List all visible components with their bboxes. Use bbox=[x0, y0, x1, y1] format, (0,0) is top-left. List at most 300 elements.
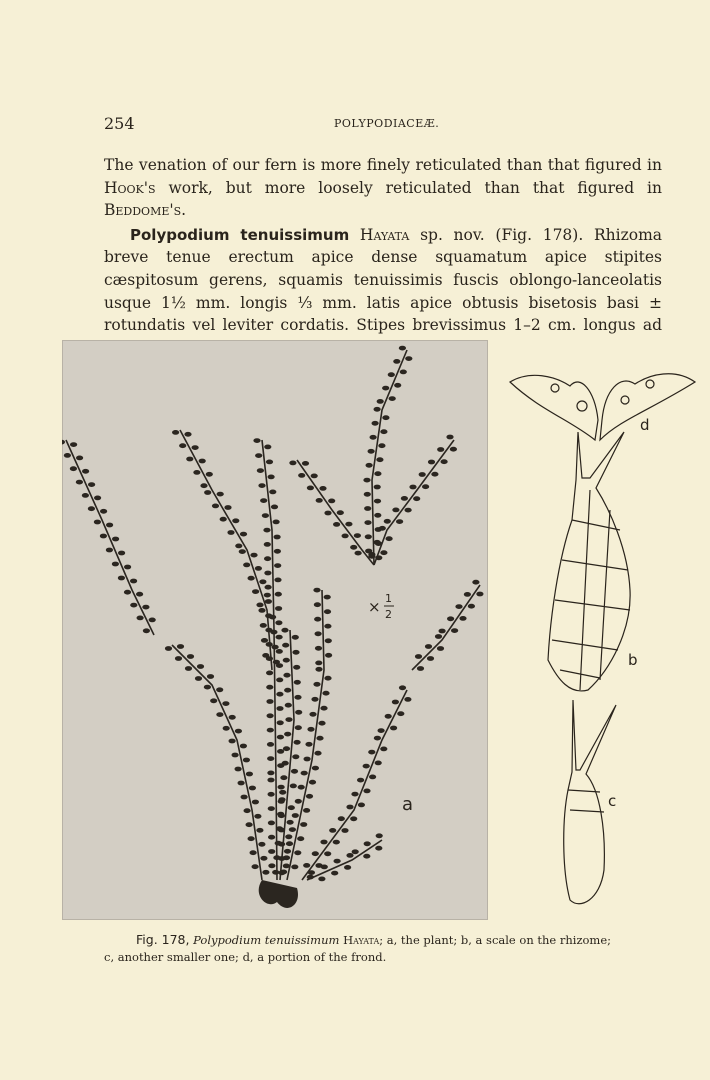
pinna bbox=[441, 459, 448, 464]
species-name: Polypodium tenuissimum bbox=[130, 225, 350, 244]
pinna bbox=[267, 742, 274, 747]
pinna bbox=[252, 800, 259, 805]
pinna bbox=[256, 603, 263, 608]
pinna bbox=[355, 551, 362, 556]
pinna bbox=[271, 505, 278, 510]
pinna bbox=[302, 461, 309, 466]
pinna bbox=[283, 658, 290, 663]
pinna bbox=[290, 784, 297, 789]
pinna bbox=[329, 828, 336, 833]
pinna bbox=[315, 667, 322, 672]
pinna bbox=[265, 585, 272, 590]
caption-species: Polypodium tenuissimum bbox=[193, 933, 340, 947]
pinna bbox=[386, 536, 393, 541]
pinna bbox=[197, 664, 204, 669]
pinna bbox=[315, 646, 322, 651]
pinna bbox=[94, 520, 101, 525]
pinna bbox=[390, 726, 397, 731]
pinna bbox=[337, 510, 344, 515]
pinna bbox=[409, 485, 416, 490]
pinna bbox=[227, 530, 234, 535]
rhizome-scale-large bbox=[548, 432, 630, 691]
pinna bbox=[277, 763, 284, 768]
pinna bbox=[372, 421, 379, 426]
pinna bbox=[253, 438, 260, 443]
pinna bbox=[345, 522, 352, 527]
pinna bbox=[235, 729, 242, 734]
pinna bbox=[292, 813, 299, 818]
pinna bbox=[301, 771, 308, 776]
pinna bbox=[248, 576, 255, 581]
pinna bbox=[468, 604, 475, 609]
pinna bbox=[222, 701, 229, 706]
pinna bbox=[351, 792, 358, 797]
pinna bbox=[100, 534, 107, 539]
pinna bbox=[382, 386, 389, 391]
label-c: c bbox=[608, 792, 617, 810]
pinna bbox=[265, 628, 272, 633]
pinna bbox=[384, 519, 391, 524]
pinna bbox=[262, 870, 269, 875]
pinna bbox=[294, 695, 301, 700]
pinna bbox=[112, 562, 119, 567]
pinna bbox=[204, 490, 211, 495]
pinna bbox=[279, 790, 286, 795]
pinna bbox=[374, 499, 381, 504]
pinna bbox=[350, 816, 357, 821]
pinna bbox=[321, 865, 328, 870]
pinna bbox=[264, 542, 271, 547]
pinna bbox=[200, 483, 207, 488]
paragraph-venation bbox=[104, 154, 662, 222]
pinna bbox=[70, 466, 77, 471]
pinna bbox=[268, 821, 275, 826]
pinna bbox=[285, 834, 292, 839]
pinna bbox=[396, 519, 403, 524]
pinna bbox=[379, 526, 386, 531]
pinna bbox=[264, 571, 271, 576]
pinna bbox=[137, 616, 144, 621]
pinna bbox=[324, 851, 331, 856]
pinna bbox=[255, 453, 262, 458]
pinna bbox=[288, 805, 295, 810]
pinna bbox=[278, 785, 285, 790]
pinna bbox=[130, 579, 137, 584]
pinna bbox=[374, 540, 381, 545]
body-text bbox=[104, 154, 662, 359]
pinna bbox=[305, 742, 312, 747]
pinna bbox=[415, 654, 422, 659]
pinna bbox=[266, 699, 273, 704]
pinna bbox=[350, 545, 357, 550]
pinna bbox=[309, 780, 316, 785]
pinna bbox=[165, 646, 172, 651]
pinna bbox=[365, 549, 372, 554]
pinna bbox=[142, 605, 149, 610]
pinna bbox=[207, 674, 214, 679]
pinna bbox=[276, 678, 283, 683]
pinna bbox=[266, 671, 273, 676]
pinna bbox=[472, 580, 479, 585]
pinna bbox=[308, 870, 315, 875]
pinna bbox=[204, 685, 211, 690]
pinna bbox=[267, 728, 274, 733]
pinna bbox=[278, 870, 285, 875]
pinna bbox=[341, 828, 348, 833]
pinna bbox=[320, 840, 327, 845]
pinna bbox=[358, 803, 365, 808]
pinna bbox=[143, 628, 150, 633]
pinna bbox=[376, 833, 383, 838]
pinna bbox=[259, 579, 266, 584]
pinna bbox=[292, 754, 299, 759]
pinna bbox=[262, 513, 269, 518]
pinna bbox=[364, 506, 371, 511]
pinna bbox=[312, 851, 319, 856]
pinna bbox=[252, 864, 259, 869]
pinna bbox=[267, 713, 274, 718]
pinna bbox=[374, 736, 381, 741]
pinna bbox=[258, 608, 265, 613]
pinna bbox=[276, 706, 283, 711]
pinna bbox=[186, 457, 193, 462]
pinna bbox=[295, 725, 302, 730]
pinna bbox=[324, 511, 331, 516]
pinna bbox=[428, 460, 435, 465]
pinna bbox=[363, 764, 370, 769]
pinna bbox=[266, 656, 273, 661]
pinna bbox=[278, 856, 285, 861]
pinna bbox=[250, 850, 257, 855]
pinna bbox=[354, 533, 361, 538]
pinna bbox=[318, 721, 325, 726]
pinna bbox=[261, 638, 268, 643]
pinna bbox=[281, 628, 288, 633]
pinna bbox=[94, 496, 101, 501]
pinna bbox=[277, 735, 284, 740]
pinna bbox=[291, 769, 298, 774]
caption-line-1 bbox=[104, 931, 664, 949]
pinna bbox=[374, 485, 381, 490]
label-d: d bbox=[640, 416, 650, 434]
pinna bbox=[100, 509, 107, 514]
pinna bbox=[273, 520, 280, 525]
pinna bbox=[272, 870, 279, 875]
pinna bbox=[229, 715, 236, 720]
pinna bbox=[314, 602, 321, 607]
pinna bbox=[307, 486, 314, 491]
pinna bbox=[252, 589, 259, 594]
pinna bbox=[333, 840, 340, 845]
pinna bbox=[229, 739, 236, 744]
pinna bbox=[313, 682, 320, 687]
pinna bbox=[304, 757, 311, 762]
pinna bbox=[258, 842, 265, 847]
caption-author: Hayata bbox=[343, 933, 380, 947]
pinna bbox=[175, 656, 182, 661]
pinna bbox=[267, 756, 274, 761]
pinna bbox=[268, 863, 275, 868]
pinna bbox=[325, 638, 332, 643]
pinna bbox=[286, 841, 293, 846]
pinna bbox=[248, 836, 255, 841]
pinna bbox=[260, 498, 267, 503]
pinna bbox=[314, 751, 321, 756]
pinna bbox=[376, 457, 383, 462]
pinna bbox=[378, 443, 385, 448]
pinna bbox=[297, 836, 304, 841]
species-author: Hayata bbox=[359, 225, 410, 244]
pinna bbox=[375, 846, 382, 851]
pinna bbox=[295, 710, 302, 715]
pinna bbox=[275, 606, 282, 611]
pinna bbox=[199, 459, 206, 464]
pinna bbox=[413, 496, 420, 501]
pinna bbox=[235, 767, 242, 772]
pinna bbox=[298, 785, 305, 790]
pinna bbox=[149, 618, 156, 623]
pinna bbox=[249, 786, 256, 791]
pinna bbox=[404, 697, 411, 702]
pinna bbox=[254, 814, 261, 819]
pinna bbox=[264, 445, 271, 450]
pinna bbox=[193, 470, 200, 475]
pinna bbox=[268, 806, 275, 811]
pinna bbox=[309, 712, 316, 717]
pinna bbox=[283, 673, 290, 678]
pinna bbox=[419, 472, 426, 477]
pinna bbox=[289, 461, 296, 466]
pinna bbox=[366, 463, 373, 468]
pinna bbox=[276, 635, 283, 640]
pinna bbox=[464, 592, 471, 597]
pinna bbox=[64, 453, 71, 458]
pinna bbox=[324, 676, 331, 681]
pinna bbox=[342, 534, 349, 539]
pinna bbox=[319, 486, 326, 491]
pinna bbox=[274, 563, 281, 568]
pinna bbox=[476, 592, 483, 597]
pinna bbox=[260, 623, 267, 628]
pinna bbox=[255, 566, 262, 571]
pinna bbox=[264, 593, 271, 598]
page-number: 254 bbox=[104, 114, 135, 133]
pinna bbox=[267, 778, 274, 783]
pinna bbox=[393, 359, 400, 364]
pinna bbox=[274, 578, 281, 583]
pinna bbox=[260, 856, 267, 861]
pinna bbox=[268, 835, 275, 840]
pinna bbox=[223, 726, 230, 731]
pinna bbox=[216, 712, 223, 717]
pinna bbox=[324, 609, 331, 614]
pinna bbox=[303, 808, 310, 813]
pinna bbox=[277, 749, 284, 754]
pinna bbox=[435, 634, 442, 639]
pinna bbox=[431, 472, 438, 477]
pinna bbox=[392, 508, 399, 513]
caption-line1-rest: ; a, the plant; b, a scale on the rhizome; bbox=[379, 933, 612, 947]
pinna bbox=[450, 447, 457, 452]
pinna bbox=[352, 849, 359, 854]
pinna bbox=[275, 620, 282, 625]
pinna bbox=[374, 513, 381, 518]
label-b: b bbox=[628, 651, 638, 669]
description-text: sp. nov. (Fig. 178). Rhizoma breve tenue erectum apice dense squamatum apice stipites cæspitosum gerens, squamis tenuissimis fuscis oblongo-lanceolatis usque 1½ mm. longis ⅓ mm. latis apice obtusis bisetosis basi ± rotundatis vel leviter cordatis. Stipes brevissimus 1–2 cm. longus ad bbox=[104, 225, 663, 335]
pinna bbox=[439, 629, 446, 634]
pinna bbox=[300, 822, 307, 827]
pinna bbox=[377, 399, 384, 404]
pinna bbox=[363, 854, 370, 859]
pinna bbox=[257, 468, 264, 473]
running-head: POLYPODIACEÆ. bbox=[334, 117, 440, 130]
pinna bbox=[217, 492, 224, 497]
pinna bbox=[427, 656, 434, 661]
pinna bbox=[283, 864, 290, 869]
pinna bbox=[382, 415, 389, 420]
pinna bbox=[82, 493, 89, 498]
pinna bbox=[422, 484, 429, 489]
pinna bbox=[405, 356, 412, 361]
pinna bbox=[357, 778, 364, 783]
pinna bbox=[88, 506, 95, 511]
pinna bbox=[392, 700, 399, 705]
pinna bbox=[185, 666, 192, 671]
pinna bbox=[136, 592, 143, 597]
pinna bbox=[374, 407, 381, 412]
pinna bbox=[280, 775, 287, 780]
pinna bbox=[232, 753, 239, 758]
scale-numerator: 1 bbox=[385, 592, 392, 605]
pinna bbox=[451, 628, 458, 633]
pinna bbox=[272, 645, 279, 650]
pinna bbox=[184, 432, 191, 437]
pinna bbox=[307, 875, 314, 880]
pinna bbox=[240, 744, 247, 749]
pinna bbox=[324, 624, 331, 629]
pinna bbox=[276, 663, 283, 668]
pinna bbox=[268, 475, 275, 480]
pinna bbox=[437, 646, 444, 651]
pinna bbox=[177, 644, 184, 649]
pinna bbox=[394, 383, 401, 388]
pinna bbox=[118, 551, 125, 556]
pinna bbox=[399, 346, 406, 351]
figure-number: Fig. 178, bbox=[136, 932, 190, 947]
pinna bbox=[106, 523, 113, 528]
page-header bbox=[104, 114, 664, 136]
pinna bbox=[240, 532, 247, 537]
pinna bbox=[274, 549, 281, 554]
pinna bbox=[363, 478, 370, 483]
pinna bbox=[369, 775, 376, 780]
pinna bbox=[374, 471, 381, 476]
pinna bbox=[401, 496, 408, 501]
pinna bbox=[210, 698, 217, 703]
pinna bbox=[187, 654, 194, 659]
pinna bbox=[334, 859, 341, 864]
pinna bbox=[303, 863, 310, 868]
pinna bbox=[224, 505, 231, 510]
pinna bbox=[192, 445, 199, 450]
scale-drawings bbox=[500, 360, 705, 920]
pinna bbox=[70, 442, 77, 447]
pinna bbox=[118, 576, 125, 581]
pinna bbox=[363, 789, 370, 794]
pinna bbox=[287, 820, 294, 825]
scale-multiplier: × bbox=[368, 598, 381, 616]
pinna bbox=[282, 643, 289, 648]
pinna bbox=[325, 653, 332, 658]
scale-denominator: 2 bbox=[385, 608, 392, 621]
pinna bbox=[333, 522, 340, 527]
pinna bbox=[243, 563, 250, 568]
paragraph1-text-c: . bbox=[181, 201, 187, 220]
pinna bbox=[88, 482, 95, 487]
paragraph1-text-a: The venation of our fern is more finely reticulated than that figured in bbox=[104, 156, 662, 174]
pinna bbox=[256, 828, 263, 833]
pinna bbox=[232, 518, 239, 523]
pinna bbox=[364, 841, 371, 846]
paragraph-description bbox=[104, 224, 662, 360]
pinna bbox=[244, 808, 251, 813]
pinna bbox=[293, 665, 300, 670]
pinna bbox=[268, 849, 275, 854]
pinna bbox=[276, 649, 283, 654]
pinna bbox=[283, 746, 290, 751]
pinna bbox=[76, 480, 83, 485]
pinna bbox=[315, 661, 322, 666]
caption-line-2: c, another smaller one; d, a portion of the frond. bbox=[104, 950, 387, 964]
pinna bbox=[365, 534, 372, 539]
pinna bbox=[346, 853, 353, 858]
pinna bbox=[322, 691, 329, 696]
pinna bbox=[314, 617, 321, 622]
pinna bbox=[344, 865, 351, 870]
pinna bbox=[274, 535, 281, 540]
pinna bbox=[338, 816, 345, 821]
pinna bbox=[389, 396, 396, 401]
pinna bbox=[277, 720, 284, 725]
pinna bbox=[318, 877, 325, 882]
pinna bbox=[292, 650, 299, 655]
author-beddome: Beddome's bbox=[104, 201, 182, 220]
pinna bbox=[238, 781, 245, 786]
pinna bbox=[266, 685, 273, 690]
pinna bbox=[315, 631, 322, 636]
pinna bbox=[306, 794, 313, 799]
pinna bbox=[212, 504, 219, 509]
pinna bbox=[295, 799, 302, 804]
pinna bbox=[368, 449, 375, 454]
pinna bbox=[370, 435, 377, 440]
pinna bbox=[82, 469, 89, 474]
pinna bbox=[364, 520, 371, 525]
pinna bbox=[292, 635, 299, 640]
pinna bbox=[265, 613, 272, 618]
pinna bbox=[276, 692, 283, 697]
pinna bbox=[380, 550, 387, 555]
pinna bbox=[455, 604, 462, 609]
pinna bbox=[106, 548, 113, 553]
pinna bbox=[388, 372, 395, 377]
pinna bbox=[285, 717, 292, 722]
paragraph1-text-b: work, but more loosely reticulated than that figured in bbox=[155, 178, 662, 197]
label-a: a bbox=[402, 794, 414, 815]
pinna bbox=[284, 732, 291, 737]
pinna bbox=[400, 370, 407, 375]
pinna bbox=[328, 499, 335, 504]
